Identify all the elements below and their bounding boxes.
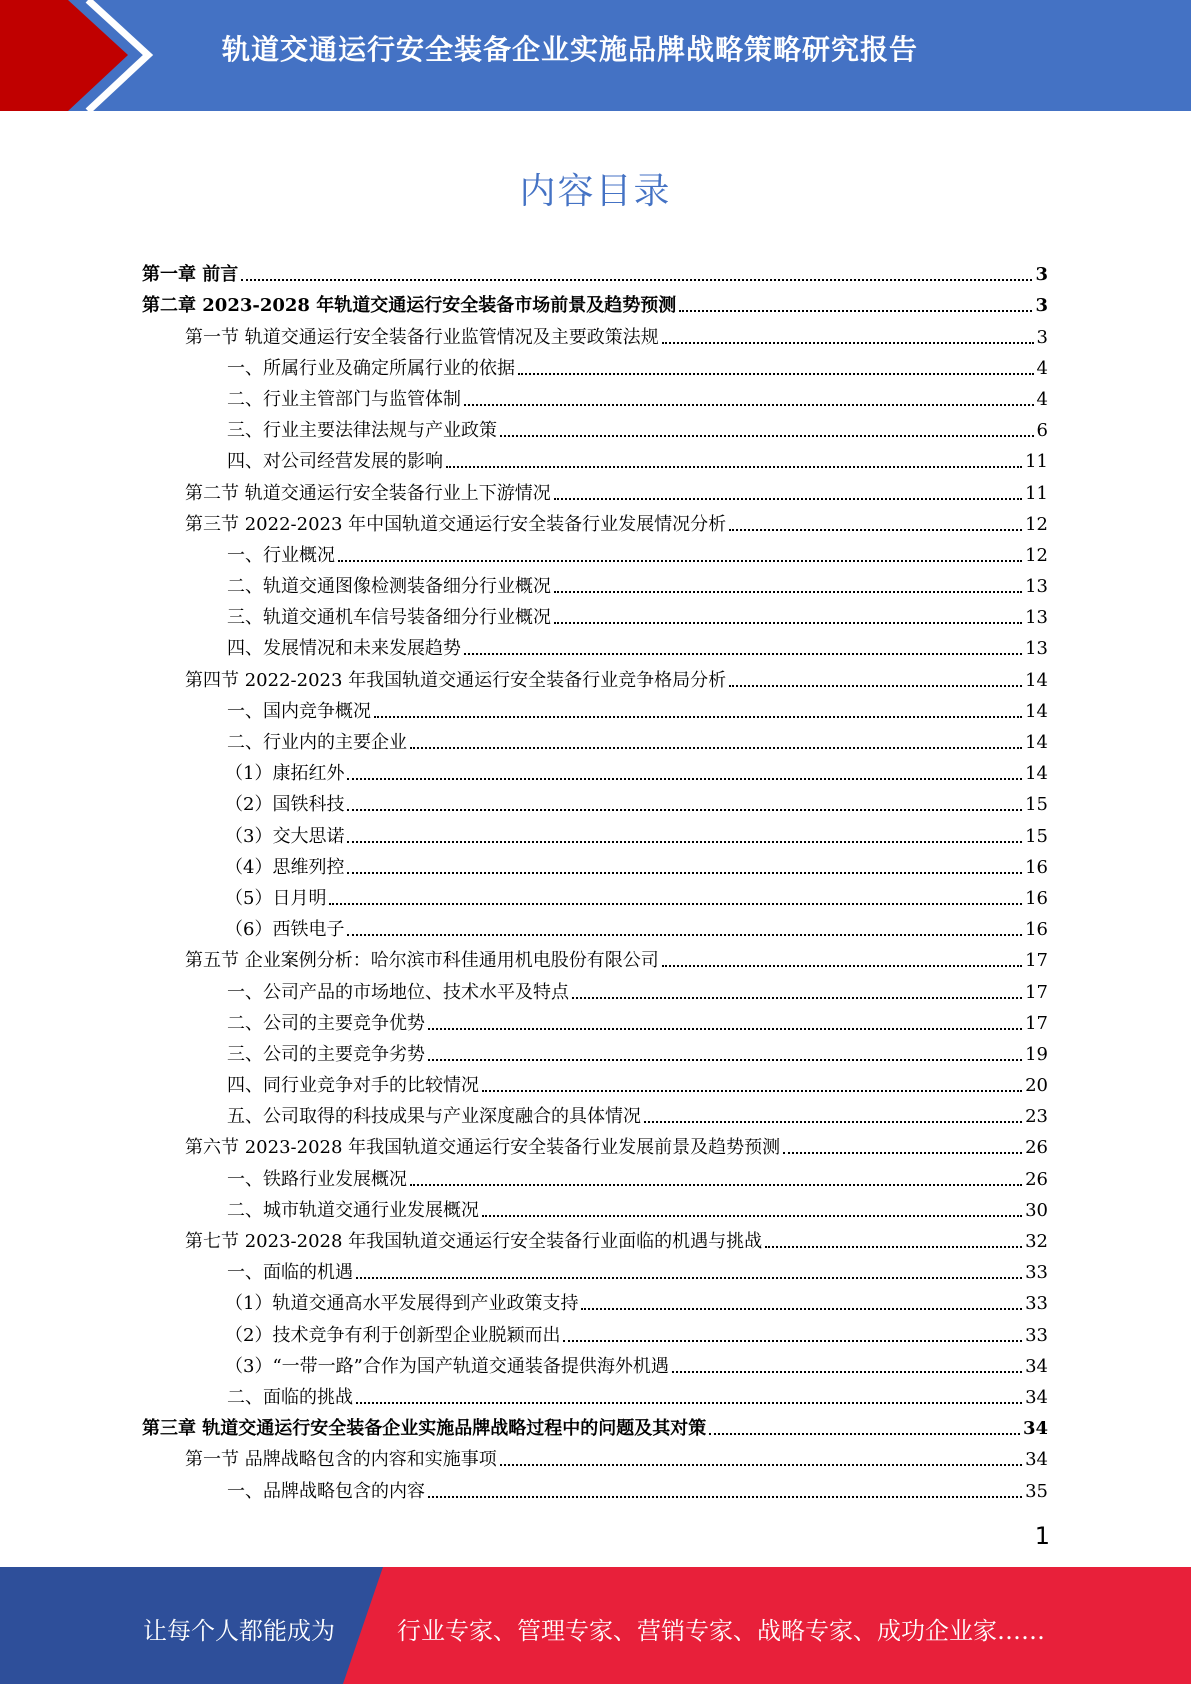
toc-entry-page: 30 (1025, 1199, 1048, 1221)
toc-dot-leader (329, 903, 1022, 905)
toc-entry-page: 12 (1025, 544, 1048, 566)
toc-entry-title: 二、轨道交通图像检测装备细分行业概况 (227, 576, 551, 598)
toc-dot-leader (428, 1496, 1022, 1498)
toc-dot-leader (428, 1028, 1022, 1030)
toc-entry-title: 四、发展情况和未来发展趋势 (227, 638, 461, 660)
toc-entry[interactable] (142, 848, 1048, 879)
toc-entry-page: 11 (1025, 451, 1048, 473)
toc-dot-leader (729, 529, 1022, 531)
toc-entry[interactable] (142, 317, 1048, 348)
toc-dot-leader (464, 653, 1022, 655)
toc-dot-leader (347, 778, 1022, 780)
toc-dot-leader (518, 373, 1034, 375)
toc-entry[interactable] (142, 442, 1048, 473)
toc-dot-leader (410, 1184, 1022, 1186)
toc-entry-page: 16 (1025, 919, 1048, 941)
toc-entry-page: 14 (1025, 700, 1048, 722)
toc-entry[interactable] (142, 567, 1048, 598)
toc-entry-page: 13 (1025, 638, 1048, 660)
toc-entry-page: 13 (1025, 607, 1048, 629)
toc-dot-leader (500, 435, 1034, 437)
toc-entry-page: 26 (1025, 1137, 1048, 1159)
toc-entry-page: 33 (1025, 1262, 1048, 1284)
toc-entry-title: 一、铁路行业发展概况 (227, 1168, 407, 1190)
toc-dot-leader (679, 310, 1032, 312)
toc-heading: 内容目录 (519, 171, 672, 212)
page-header (0, 0, 1191, 111)
toc-dot-leader (709, 1433, 1020, 1435)
toc-dot-leader (644, 1121, 1022, 1123)
toc-entry-page: 19 (1025, 1043, 1048, 1065)
toc-entry-page: 3 (1035, 264, 1048, 286)
toc-entry-title: （2）国铁科技 (225, 794, 345, 816)
toc-dot-leader (347, 872, 1022, 874)
toc-entry-page: 6 (1036, 420, 1048, 442)
toc-entry-title: 第六节 2023-2028 年我国轨道交通运行安全装备行业发展前景及趋势预测 (185, 1137, 781, 1159)
toc-entry-page: 17 (1025, 950, 1048, 972)
toc-entry-page: 23 (1025, 1106, 1048, 1128)
toc-entry-page: 33 (1025, 1324, 1048, 1346)
report-title: 轨道交通运行安全装备企业实施品牌战略策略研究报告 (222, 33, 919, 66)
toc-entry-page: 14 (1025, 732, 1048, 753)
toc-entry-title: 一、公司产品的市场地位、技术水平及特点 (227, 981, 569, 1003)
toc-entry-title: （4）思维列控 (225, 856, 345, 878)
toc-dot-leader (356, 1402, 1022, 1404)
toc-entry[interactable] (142, 1347, 1048, 1378)
toc-entry-page: 35 (1025, 1480, 1048, 1502)
toc-entry-page: 11 (1025, 482, 1048, 504)
toc-entry-page: 16 (1025, 887, 1048, 909)
toc-entry[interactable] (142, 972, 1048, 1003)
toc-entry-title: 一、品牌战略包含的内容 (227, 1480, 425, 1502)
toc-entry[interactable] (142, 785, 1048, 816)
toc-entry-title: 二、行业内的主要企业 (227, 732, 407, 753)
toc-entry-title: （3）“一带一路”合作为国产轨道交通装备提供海外机遇 (225, 1355, 669, 1377)
toc-entry-title: 二、城市轨道交通行业发展概况 (227, 1199, 479, 1221)
toc-entry-page: 17 (1025, 981, 1048, 1003)
toc-entry[interactable] (142, 1066, 1048, 1097)
toc-entry-title: 三、行业主要法律法规与产业政策 (227, 420, 497, 442)
toc-entry[interactable] (142, 411, 1048, 442)
toc-entry-title: （6）西铁电子 (225, 919, 345, 941)
toc-entry-page: 16 (1025, 856, 1048, 878)
toc-entry-title: （2）技术竞争有利于创新型企业脱颖而出 (225, 1324, 561, 1346)
toc-entry-page: 4 (1036, 357, 1048, 379)
toc-entry-page: 33 (1025, 1293, 1048, 1315)
toc-dot-leader (662, 965, 1022, 967)
toc-entry-title: 一、国内竞争概况 (227, 700, 371, 722)
toc-entry[interactable] (142, 473, 1048, 504)
toc-dot-leader (572, 997, 1022, 999)
toc-entry-title: 二、公司的主要竞争优势 (227, 1012, 425, 1034)
toc-entry-title: 第七节 2023-2028 年我国轨道交通运行安全装备行业面临的机遇与挑战 (185, 1231, 763, 1252)
toc-entry-title: 第四节 2022-2023 年我国轨道交通运行安全装备行业竞争格局分析 (185, 669, 727, 691)
toc-entry[interactable] (142, 1471, 1048, 1502)
toc-entry[interactable] (142, 1409, 1048, 1440)
toc-entry[interactable] (142, 1128, 1048, 1159)
toc-dot-leader (563, 1340, 1022, 1342)
toc-entry[interactable] (142, 505, 1048, 536)
toc-entry-page: 34 (1025, 1449, 1048, 1471)
toc-dot-leader (347, 809, 1022, 811)
toc-entry-page: 34 (1022, 1418, 1048, 1440)
toc-entry[interactable] (142, 1035, 1048, 1066)
toc-entry-title: 四、同行业竞争对手的比较情况 (227, 1075, 479, 1097)
toc-entry-title: （1）康拓红外 (225, 763, 345, 785)
toc-entry-page: 20 (1025, 1075, 1048, 1097)
toc-entry-title: 一、面临的机遇 (227, 1262, 353, 1284)
toc-dot-leader (356, 1277, 1022, 1279)
toc-dot-leader (554, 591, 1022, 593)
toc-dot-leader (554, 498, 1022, 500)
toc-entry[interactable] (142, 1284, 1048, 1315)
toc-entry-title: 第一节 轨道交通运行安全装备行业监管情况及主要政策法规 (185, 326, 659, 348)
toc-entry-title: 三、轨道交通机车信号装备细分行业概况 (227, 607, 551, 629)
toc-dot-leader (500, 1464, 1022, 1466)
toc-entry-title: 五、公司取得的科技成果与产业深度融合的具体情况 (227, 1106, 641, 1128)
toc-entry-page: 32 (1025, 1231, 1048, 1252)
toc-entry[interactable] (142, 1222, 1048, 1253)
toc-entry-title: 三、公司的主要竞争劣势 (227, 1043, 425, 1065)
toc-entry[interactable] (142, 1440, 1048, 1471)
toc-dot-leader (241, 279, 1032, 281)
toc-entry-page: 3 (1036, 326, 1048, 348)
toc-entry[interactable] (142, 380, 1048, 411)
toc-entry-title: 一、所属行业及确定所属行业的依据 (227, 357, 515, 379)
toc-entry[interactable] (142, 536, 1048, 567)
toc-entry-title: 第一章 前言 (142, 264, 239, 286)
toc-entry[interactable] (142, 286, 1048, 317)
toc-entry[interactable] (142, 941, 1048, 972)
toc-entry-title: 第三节 2022-2023 年中国轨道交通运行安全装备行业发展情况分析 (185, 513, 727, 535)
toc-entry-page: 12 (1025, 513, 1048, 535)
table-of-contents (142, 255, 1048, 1503)
toc-entry[interactable] (142, 349, 1048, 380)
toc-entry[interactable] (142, 723, 1048, 754)
toc-entry[interactable] (142, 1004, 1048, 1035)
toc-entry-title: 第三章 轨道交通运行安全装备企业实施品牌战略过程中的问题及其对策 (142, 1418, 707, 1440)
toc-entry[interactable] (142, 692, 1048, 723)
toc-entry-title: 第一节 品牌战略包含的内容和实施事项 (185, 1449, 497, 1471)
toc-entry-title: 第二节 轨道交通运行安全装备行业上下游情况 (185, 482, 551, 504)
toc-entry-title: （1）轨道交通高水平发展得到产业政策支持 (225, 1293, 579, 1315)
toc-entry-page: 26 (1025, 1168, 1048, 1190)
toc-dot-leader (662, 342, 1034, 344)
footer-slogan-left: 让每个人都能成为 (143, 1617, 335, 1645)
toc-entry[interactable] (142, 1315, 1048, 1346)
toc-dot-leader (428, 1059, 1022, 1061)
toc-entry-page: 14 (1025, 669, 1048, 691)
toc-entry-title: 二、面临的挑战 (227, 1386, 353, 1408)
toc-entry[interactable] (142, 598, 1048, 629)
toc-entry-page: 15 (1025, 794, 1048, 816)
toc-entry[interactable] (142, 255, 1048, 286)
toc-dot-leader (554, 622, 1022, 624)
toc-dot-leader (446, 466, 1022, 468)
toc-entry-title: （5）日月明 (225, 887, 327, 909)
toc-entry-title: 一、行业概况 (227, 544, 335, 566)
toc-dot-leader (347, 934, 1022, 936)
toc-entry-title: （3）交大思诺 (225, 825, 345, 847)
toc-entry[interactable] (142, 629, 1048, 660)
toc-entry[interactable] (142, 660, 1048, 691)
page-footer (0, 1567, 1191, 1684)
page-number: 1 (1034, 1522, 1050, 1550)
footer-slogan-right: 行业专家、管理专家、营销专家、战略专家、成功企业家…… (397, 1617, 1045, 1645)
toc-dot-leader (783, 1152, 1022, 1154)
toc-dot-leader (347, 841, 1022, 843)
toc-entry[interactable] (142, 1378, 1048, 1409)
toc-entry[interactable] (142, 879, 1048, 910)
toc-dot-leader (338, 560, 1022, 562)
toc-entry[interactable] (142, 910, 1048, 941)
toc-entry-page: 34 (1025, 1386, 1048, 1408)
toc-dot-leader (374, 716, 1022, 718)
toc-entry-title: 四、对公司经营发展的影响 (227, 451, 443, 473)
toc-entry-page: 3 (1035, 295, 1048, 317)
toc-entry[interactable] (142, 754, 1048, 785)
toc-entry[interactable] (142, 816, 1048, 847)
toc-entry-page: 15 (1025, 825, 1048, 847)
toc-entry[interactable] (142, 1191, 1048, 1222)
toc-entry-page: 4 (1036, 388, 1048, 410)
toc-entry[interactable] (142, 1159, 1048, 1190)
toc-entry[interactable] (142, 1253, 1048, 1284)
toc-dot-leader (464, 404, 1034, 406)
toc-entry[interactable] (142, 1097, 1048, 1128)
toc-entry-page: 14 (1025, 763, 1048, 785)
toc-entry-page: 17 (1025, 1012, 1048, 1034)
toc-dot-leader (482, 1215, 1022, 1217)
toc-dot-leader (581, 1308, 1022, 1310)
toc-entry-page: 34 (1025, 1355, 1048, 1377)
toc-entry-title: 第五节 企业案例分析：哈尔滨市科佳通用机电股份有限公司 (185, 950, 659, 972)
toc-entry-title: 第二章 2023-2028 年轨道交通运行安全装备市场前景及趋势预测 (142, 295, 677, 317)
toc-entry-title: 二、行业主管部门与监管体制 (227, 388, 461, 410)
toc-dot-leader (765, 1246, 1022, 1248)
toc-dot-leader (672, 1371, 1022, 1373)
toc-entry-page: 13 (1025, 576, 1048, 598)
toc-dot-leader (482, 1090, 1022, 1092)
toc-dot-leader (729, 685, 1022, 687)
toc-dot-leader (410, 747, 1022, 749)
